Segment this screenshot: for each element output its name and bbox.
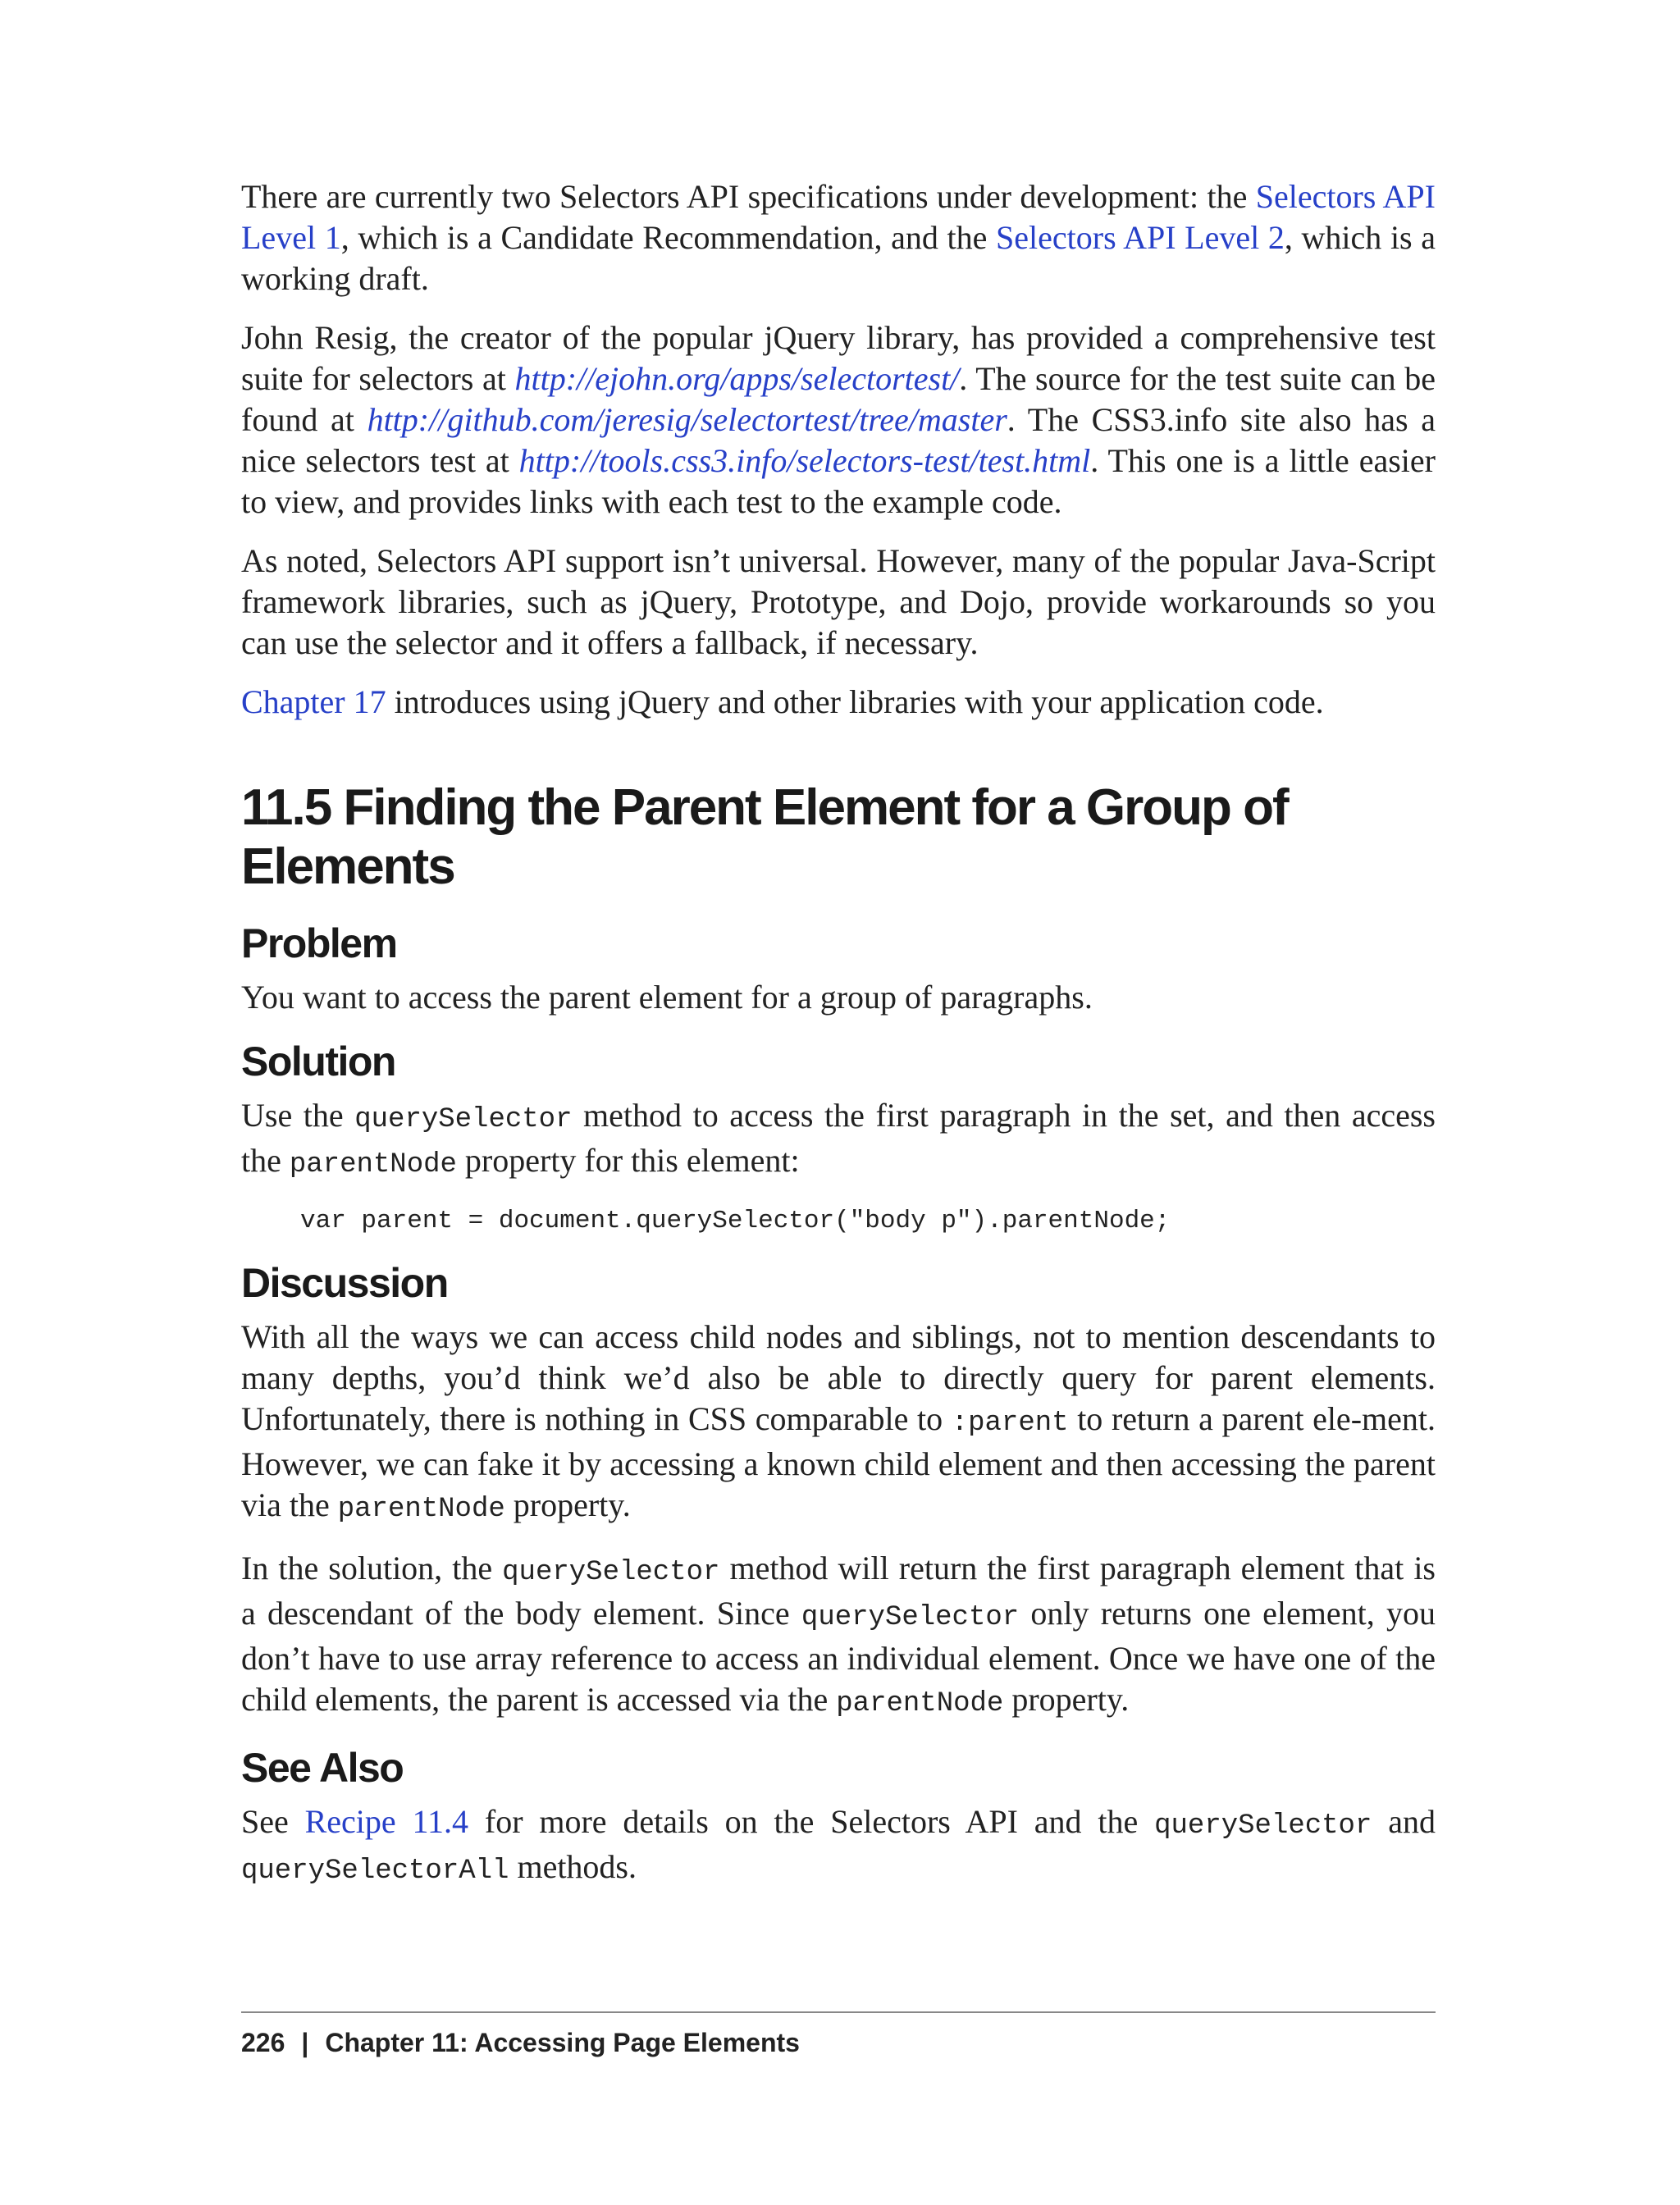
text: There are currently two Selectors API specifications under development: the xyxy=(241,178,1256,215)
text: In the solution, the xyxy=(241,1550,503,1586)
footer-separator: | xyxy=(301,2028,309,2057)
text: . This one is a little easier to view, and provides links with each test to the example code. xyxy=(241,442,1436,520)
inline-code: querySelector xyxy=(801,1602,1020,1633)
solution-text xyxy=(241,1095,1436,1185)
github-selectortest-link[interactable]: http://github.com/jeresig/selectortest/tree/master xyxy=(367,401,1007,438)
text: John Resig, the creator of the popular jQuery library, has provided a comprehensive test suite for selectors at xyxy=(241,319,1436,397)
css3-info-selectors-test-link[interactable]: http://tools.css3.info/selectors-test/test.html xyxy=(518,442,1091,479)
recipe-11-4-link[interactable]: Recipe 11.4 xyxy=(304,1803,469,1840)
intro-paragraph-3: As noted, Selectors API support isn’t universal. However, many of the popular Java-Script framework libraries, such as jQuery, Prototype, and Dojo, provide workarounds so you can use the selector and it offers a fallback, if necessary. xyxy=(241,542,1436,661)
inline-code: parentNode xyxy=(289,1149,457,1180)
text: for more details on the Selectors API and the xyxy=(468,1803,1155,1840)
see-also-text xyxy=(241,1801,1436,1892)
intro-paragraph-1 xyxy=(241,176,1436,299)
inline-code: querySelector xyxy=(502,1557,720,1588)
text: , which is a Candidate Recommendation, and the xyxy=(340,219,997,256)
inline-code: querySelector xyxy=(1154,1810,1372,1842)
selectors-api-level-1-link[interactable]: Selectors API Level 1 xyxy=(241,178,1436,256)
text: . The source for the test suite can be found at xyxy=(241,360,1436,438)
text: method will return the first paragraph element that is a descendant of the body element. Since xyxy=(241,1550,1436,1632)
inline-code: parentNode xyxy=(836,1688,1004,1719)
intro-paragraph-4 xyxy=(241,682,1436,723)
page-footer xyxy=(241,2011,1436,2058)
text: property. xyxy=(1003,1681,1130,1718)
inline-code: parentNode xyxy=(337,1494,505,1525)
text: property. xyxy=(504,1486,631,1523)
text: introduces using jQuery and other libraries with your application code. xyxy=(386,683,1324,720)
text: and xyxy=(1372,1803,1436,1840)
inline-code: querySelector xyxy=(354,1104,573,1135)
discussion-paragraph-1 xyxy=(241,1317,1436,1530)
intro-paragraph-2 xyxy=(241,317,1436,523)
text: method to access the first paragraph in the set, and then access the xyxy=(241,1097,1436,1179)
text: only returns one element, you don’t have to use array reference to access an individual element. Once we have one of the child elements, the parent is accessed via the xyxy=(241,1595,1436,1718)
selectors-api-level-2-link[interactable]: Selectors API Level 2 xyxy=(996,219,1285,256)
problem-heading: Problem xyxy=(241,920,397,966)
page-number: 226 xyxy=(241,2028,285,2057)
text: See xyxy=(241,1803,305,1840)
chapter-17-link[interactable]: Chapter 17 xyxy=(241,683,386,720)
text: methods. xyxy=(509,1848,637,1885)
running-chapter-title: Chapter 11: Accessing Page Elements xyxy=(325,2028,800,2057)
problem-text: You want to access the parent element for a group of paragraphs. xyxy=(241,979,1093,1016)
discussion-paragraph-2 xyxy=(241,1548,1436,1724)
text: . The CSS3.info site also has a nice selectors test at xyxy=(241,401,1436,479)
solution-heading: Solution xyxy=(241,1039,395,1084)
discussion-heading: Discussion xyxy=(241,1260,448,1306)
text: , which is a working draft. xyxy=(241,219,1436,297)
text: property for this element: xyxy=(456,1142,800,1179)
text: With all the ways we can access child nodes and siblings, not to mention descendants to many depths, you’d think we’d also be able to directly query for parent elements. Unfortunately, there is nothing in CSS comparable to xyxy=(241,1318,1436,1437)
see-also-heading: See Also xyxy=(241,1745,404,1791)
section-title: 11.5 Finding the Parent Element for a Group of Elements xyxy=(241,779,1288,895)
text: Use the xyxy=(241,1097,355,1134)
page-content xyxy=(241,176,1436,1910)
ejohn-selectortest-link[interactable]: http://ejohn.org/apps/selectortest/ xyxy=(514,360,960,397)
inline-code: querySelectorAll xyxy=(241,1856,509,1887)
code-example: var parent = document.querySelector("body p").parentNode; xyxy=(300,1207,1171,1235)
text: to return a parent ele-ment. However, we can fake it by accessing a known child element and then accessing the parent via the xyxy=(241,1400,1436,1523)
inline-code: :parent xyxy=(951,1408,1069,1439)
